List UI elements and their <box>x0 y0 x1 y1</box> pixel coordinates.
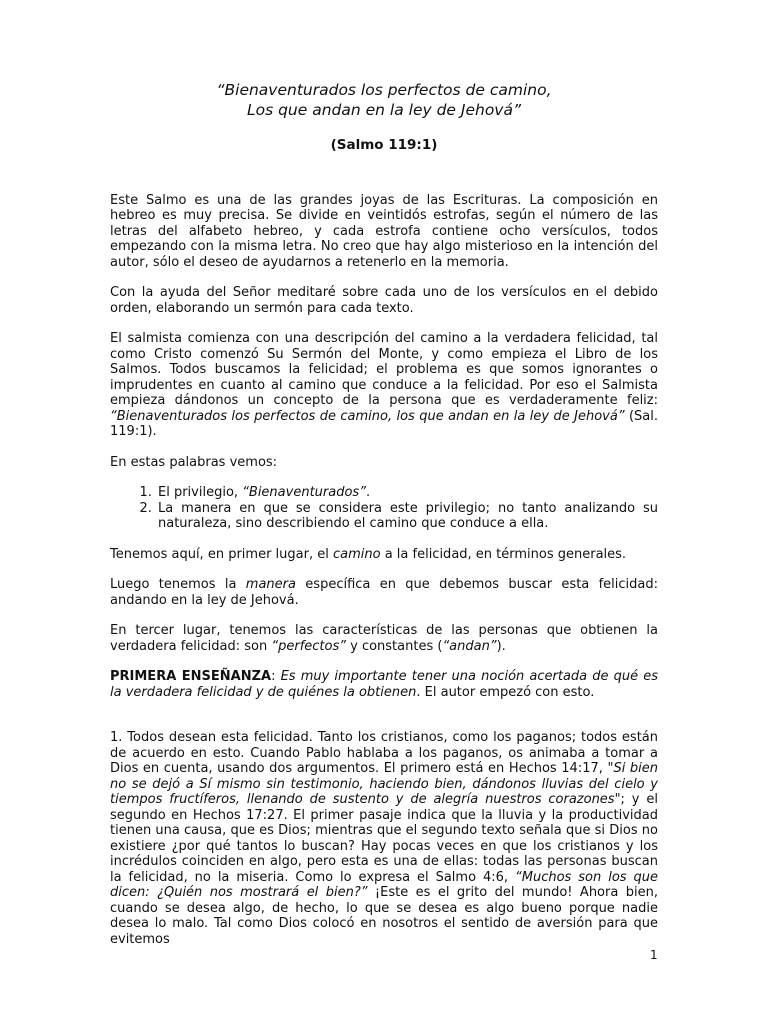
paragraph-first <box>110 547 658 563</box>
emphasis: “Muchos son los que dicen: ¿Quién nos mostrará el bien?” <box>110 869 658 900</box>
paragraph-psalmist <box>110 331 658 440</box>
list-item-emphasis: “Bienaventurados” <box>242 485 366 500</box>
emphasis: “perfectos” <box>271 638 346 654</box>
verse-citation: (Sal. 119:1). <box>110 408 658 439</box>
paragraph-second <box>110 577 658 608</box>
paragraph-plan: Con la ayuda del Señor meditaré sobre cada uno de los versículos en el debido orden, elaborando un sermón para cada texto. <box>110 285 658 316</box>
paragraph-text: 1. Todos desean esta felicidad. Tanto los cristianos, como los paganos; todos están de acuerdo en esto. Cuando Pablo hablaba a los paganos, os animaba a tomar a Dios en cuenta, usando dos argumentos. El primero está en Hechos 14:17, " <box>110 730 658 776</box>
verse-quote: “Bienaventurados los perfectos de camino, los que andan en la ley de Jehová” <box>110 408 625 424</box>
document-page <box>110 80 658 962</box>
paragraph-text: Luego tenemos la <box>110 577 246 592</box>
page-number: 1 <box>650 948 658 962</box>
verse-reference: (Salmo 119:1) <box>330 137 438 153</box>
emphasis: Si bien no se dejó a Sí mismo sin testimonio, haciendo bien, dándonos lluvias del cielo y tiempos fructíferos, llenando de sustento y de alegría nuestros corazones <box>110 761 658 807</box>
paragraph-list-intro: En estas palabras vemos: <box>110 454 278 470</box>
list-item: 2. La manera en que se considera este privilegio; no tanto analizando su naturaleza, sino describiendo el camino que conduce a ella. <box>156 501 658 532</box>
list-item-end: . <box>365 485 371 500</box>
paragraph-text: ). <box>496 638 506 654</box>
paragraph-text: En tercer lugar, tenemos las características de las personas que obtienen la verdadera felicidad: son <box>110 623 658 654</box>
section-heading: PRIMERA ENSEÑANZA <box>110 669 272 684</box>
emphasis: camino <box>332 546 381 562</box>
paragraph-text: El salmista comienza con una descripción del camino a la verdadera felicidad, tal como Cristo comenzó Su Sermón del Monte, y como empieza el Libro de los Salmos. Todos buscamos la felicidad; el problema es que somos ignorantes o imprudentes en cuanto al camino que conduce a la felicidad. Por eso el Salmista empieza dándonos un concepto de la persona que es verdaderamente feliz: <box>110 331 658 408</box>
paragraph-point-one <box>110 730 658 947</box>
paragraph-text: : <box>271 669 281 684</box>
emphasis: manera <box>245 577 296 592</box>
numbered-list <box>110 485 658 532</box>
emphasis: “andan” <box>442 638 497 654</box>
paragraph-third <box>110 623 658 654</box>
title-line-2: Los que andan en la ley de Jehová” <box>246 101 522 119</box>
paragraph-text: y constantes ( <box>345 638 443 654</box>
document-title <box>110 80 658 120</box>
paragraph-text: ¡Este es el grito del mundo! Ahora bien, cuando se desea algo, de hecho, lo que se desea es algo bueno porque nadie desea lo malo. Tal como Dios colocó en nosotros el sentido de aversión para que evitemos <box>110 885 658 947</box>
list-item <box>156 485 658 501</box>
paragraph-text: . El autor empezó con esto. <box>416 684 595 700</box>
emphasis: Es muy importante tener una noción acertada de qué es la verdadera felicidad y de quiénes la obtienen <box>110 669 658 700</box>
list-item-text: El privilegio, <box>158 485 243 500</box>
paragraph-text: a la felicidad, en términos generales. <box>380 546 627 562</box>
paragraph-text: "; y el segundo en Hechos 17:27. El primer pasaje indica que la lluvia y la productividad tienen una causa, que es Dios; mientras que el segundo texto señala que si Dios no existiere ¿por qué tantos lo buscan? Hay pocas veces en que los cristianos y los incrédulos coinciden en algo, pero esta es una de ellas: todas las personas buscan la felicidad, no la miseria. Como lo expresa el Salmo 4:6, <box>110 792 658 885</box>
paragraph-text: Tenemos aquí, en primer lugar, el <box>110 546 333 562</box>
paragraph-text: específica en que debemos buscar esta felicidad: andando en la ley de Jehová. <box>110 577 659 608</box>
spacer <box>110 715 658 730</box>
paragraph-primera-ensenanza <box>110 669 658 700</box>
title-line-1: “Bienaventurados los perfectos de camino, <box>216 81 552 99</box>
paragraph-intro: Este Salmo es una de las grandes joyas de las Escrituras. La composición en hebreo es muy precisa. Se divide en veintidós estrofas, según el número de las letras del alfabeto hebreo, y cada estrofa contiene ocho versículos, todos empezando con la misma letra. No creo que hay algo misterioso en la intención del autor, sólo el deseo de ayudarnos a retenerlo en la memoria. <box>110 192 658 270</box>
